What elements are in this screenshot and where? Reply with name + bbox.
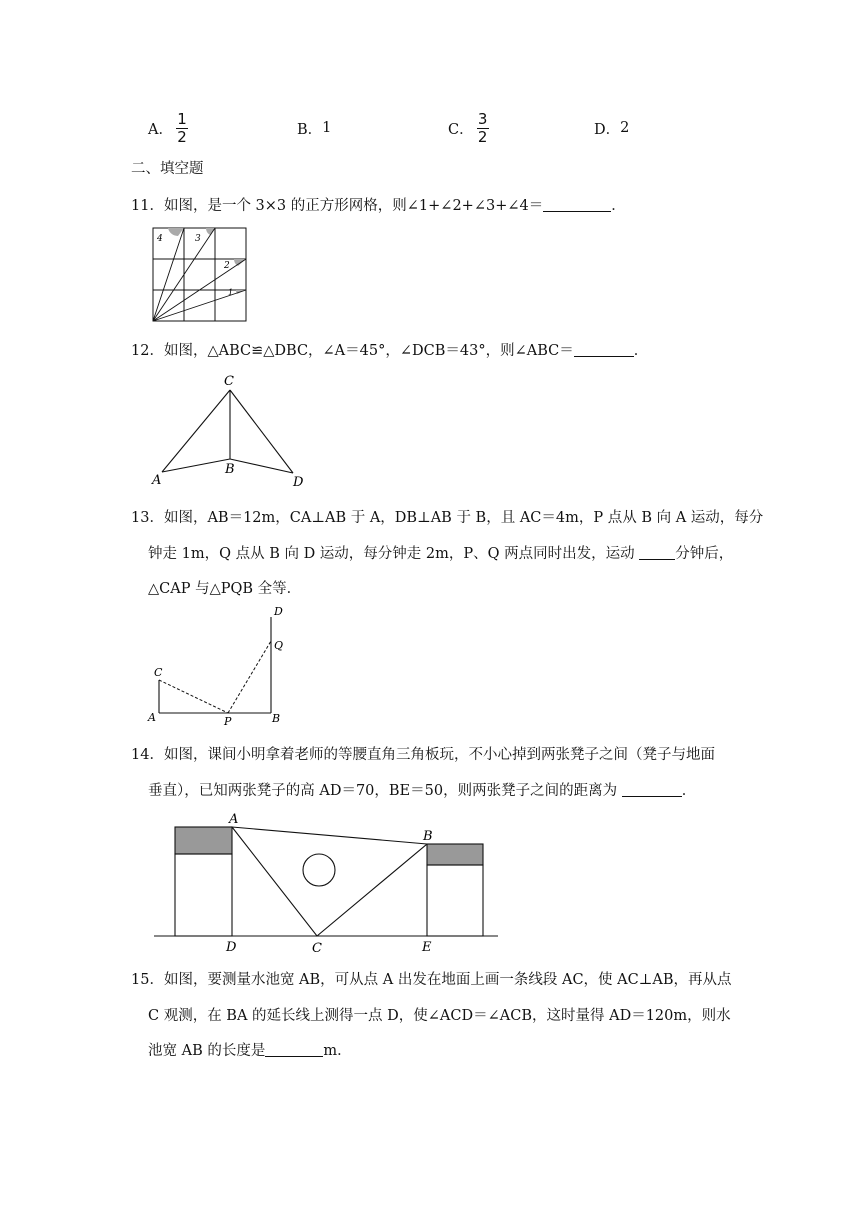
triangle-figure-q12 [148,370,318,490]
point-label-b: B [225,462,235,477]
question-13-line-2: 钟走 1m，Q 点从 B 向 D 运动，每分钟走 2m，P、Q 两点同时出发，运动 分钟后， [148,546,734,562]
question-15-line-2: C 观测，在 BA 的延长线上测得一点 D，使∠ACD＝∠ACB，这时量得 AD＝120m，则水 [148,1008,731,1024]
angle-label-2: 2 [224,261,230,271]
answer-blank[interactable] [622,782,682,798]
point-label-d: D [274,605,283,618]
answer-blank[interactable] [639,545,675,561]
point-label-c: C [154,666,163,679]
answer-blank[interactable] [574,342,634,358]
option-a: A． $\frac{1}{2}$ [148,109,187,146]
question-14-line-2: 垂直），已知两张凳子的高 AD＝70，BE＝50，则两张凳子之间的距离为 ． [148,783,697,799]
fraction-three-halves: $\frac{3}{2}$ [477,109,488,146]
option-d: D． 2 [594,120,630,138]
point-label-a: A [148,711,156,724]
point-label-b: B [423,829,433,844]
question-11: 11．如图，是一个 3×3 的正方形网格，则∠1+∠2+∠3+∠4＝ ． [131,198,626,214]
point-label-d: D [226,940,237,955]
angle-label-3: 3 [195,234,201,244]
option-b: B． 1 [297,120,332,138]
point-label-c: C [312,941,322,956]
answer-blank[interactable] [265,1042,323,1058]
motion-figure-q13 [145,603,295,728]
option-c: C． $\frac{3}{2}$ [448,109,488,146]
question-15-line-3: 池宽 AB 的长度是 m． [148,1043,352,1059]
point-label-d: D [293,475,304,490]
question-13-line-3: △CAP 与△PQB 全等． [148,581,302,597]
point-label-e: E [422,940,432,955]
question-13-line-1: 13．如图，AB＝12m，CA⊥AB 于 A，DB⊥AB 于 B，且 AC＝4m，P 点从 B 向 A 运动，每分 [131,510,764,526]
answer-blank[interactable] [543,197,611,213]
point-label-q: Q [274,639,284,652]
point-label-a: A [152,473,162,488]
angle-label-1: 1 [228,288,234,297]
point-label-p: P [224,715,232,728]
stools-figure-q14 [150,808,502,956]
question-15-line-1: 15．如图，要测量水池宽 AB，可从点 A 出发在地面上画一条线段 AC，使 AC⊥AB，再从点 [131,972,732,988]
point-label-c: C [224,374,234,389]
point-label-a: A [229,812,239,827]
question-14-line-1: 14．如图，课间小明拿着老师的等腰直角三角板玩，不小心掉到两张凳子之间（凳子与地面 [131,747,715,763]
point-label-b: B [272,712,281,725]
grid-figure-q11 [148,224,250,324]
section-title: 二、填空题 [131,161,204,177]
question-12: 12．如图，△ABC≌△DBC，∠A＝45°，∠DCB＝43°，则∠ABC＝ ． [131,343,649,359]
angle-label-4: 4 [157,234,163,244]
fraction-one-half: $\frac{1}{2}$ [177,109,187,146]
